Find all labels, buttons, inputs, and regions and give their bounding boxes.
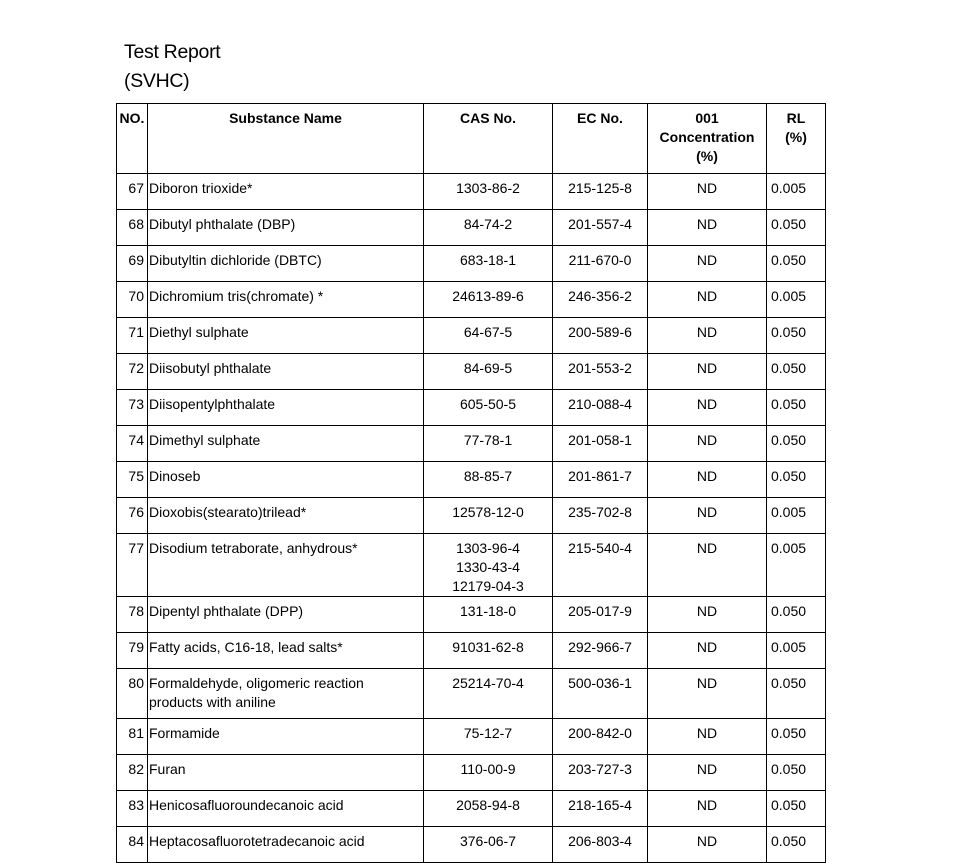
row-number: 82 [117, 755, 148, 791]
row-number: 67 [117, 174, 148, 210]
ec-number: 201-058-1 [553, 426, 648, 462]
row-number: 81 [117, 719, 148, 755]
reporting-limit: 0.005 [767, 534, 826, 597]
substance-name: Furan [148, 755, 424, 791]
substance-name: Fatty acids, C16-18, lead salts* [148, 633, 424, 669]
header-ec-no: EC No. [553, 104, 648, 174]
reporting-limit: 0.005 [767, 633, 826, 669]
concentration-value: ND [648, 827, 767, 863]
cas-number-line: 2058-94-8 [456, 797, 520, 813]
substance-name: Dinoseb [148, 462, 424, 498]
ec-number: 246-356-2 [553, 282, 648, 318]
ec-number: 210-088-4 [553, 390, 648, 426]
concentration-value: ND [648, 755, 767, 791]
concentration-value: ND [648, 318, 767, 354]
ec-number: 292-966-7 [553, 633, 648, 669]
cas-number-line: 12179-04-3 [452, 578, 524, 594]
cas-number-line: 88-85-7 [463, 468, 513, 484]
table-header-row [117, 104, 826, 174]
cas-number [424, 719, 553, 755]
concentration-value: ND [648, 597, 767, 633]
substance-name: Diisopentylphthalate [148, 390, 424, 426]
ec-number: 200-842-0 [553, 719, 648, 755]
reporting-limit: 0.050 [767, 791, 826, 827]
cas-number [424, 354, 553, 390]
table-row [117, 755, 826, 791]
ec-number: 201-553-2 [553, 354, 648, 390]
cas-number [424, 633, 553, 669]
table-row [117, 669, 826, 719]
table-row [117, 426, 826, 462]
row-number: 75 [117, 462, 148, 498]
row-number: 71 [117, 318, 148, 354]
reporting-limit: 0.050 [767, 719, 826, 755]
concentration-value: ND [648, 669, 767, 719]
header-rl [767, 104, 826, 174]
table-row [117, 534, 826, 597]
cas-number-line: 1330-43-4 [456, 559, 520, 575]
table-row [117, 282, 826, 318]
concentration-value: ND [648, 462, 767, 498]
substance-name: Dioxobis(stearato)trilead* [148, 498, 424, 534]
cas-number [424, 390, 553, 426]
ec-number: 201-861-7 [553, 462, 648, 498]
substance-name: Heptacosafluorotetradecanoic acid [148, 827, 424, 863]
concentration-value: ND [648, 426, 767, 462]
cas-number [424, 534, 553, 597]
table-row [117, 210, 826, 246]
table-row [117, 354, 826, 390]
header-rl-label: RL [786, 110, 806, 126]
row-number: 84 [117, 827, 148, 863]
cas-number [424, 791, 553, 827]
header-no: NO. [117, 104, 148, 174]
substance-name: Henicosafluoroundecanoic acid [148, 791, 424, 827]
cas-number-line: 84-69-5 [463, 360, 513, 376]
substance-name: Formaldehyde, oligomeric reaction products with aniline [148, 669, 424, 719]
table-row [117, 246, 826, 282]
cas-number-line: 376-06-7 [459, 833, 517, 849]
reporting-limit: 0.050 [767, 354, 826, 390]
ec-number: 218-165-4 [553, 791, 648, 827]
header-concentration [648, 104, 767, 174]
cas-number [424, 669, 553, 719]
ec-number: 235-702-8 [553, 498, 648, 534]
concentration-value: ND [648, 210, 767, 246]
cas-number-line: 77-78-1 [463, 432, 513, 448]
row-number: 72 [117, 354, 148, 390]
cas-number [424, 426, 553, 462]
substance-name: Disodium tetraborate, anhydrous* [148, 534, 424, 597]
reporting-limit: 0.050 [767, 390, 826, 426]
svhc-table [116, 103, 826, 863]
header-concentration-unit: (%) [696, 148, 718, 164]
cas-number [424, 282, 553, 318]
row-number: 83 [117, 791, 148, 827]
table-body [117, 174, 826, 863]
report-title [124, 38, 220, 96]
cas-number-line: 25214-70-4 [452, 675, 524, 691]
concentration-value: ND [648, 719, 767, 755]
cas-number-line: 683-18-1 [459, 252, 517, 268]
substance-name: Dimethyl sulphate [148, 426, 424, 462]
reporting-limit: 0.050 [767, 210, 826, 246]
report-title-line1: Test Report [124, 41, 221, 63]
reporting-limit: 0.050 [767, 827, 826, 863]
report-title-line2: (SVHC) [124, 70, 190, 92]
substance-name: Dibutyltin dichloride (DBTC) [148, 246, 424, 282]
table-row [117, 174, 826, 210]
cas-number [424, 827, 553, 863]
cas-number [424, 755, 553, 791]
cas-number [424, 210, 553, 246]
ec-number: 200-589-6 [553, 318, 648, 354]
header-concentration-label: Concentration [659, 129, 755, 145]
ec-number: 211-670-0 [553, 246, 648, 282]
cas-number [424, 174, 553, 210]
row-number: 79 [117, 633, 148, 669]
cas-number-line: 75-12-7 [463, 725, 513, 741]
cas-number-line: 12578-12-0 [452, 504, 524, 520]
ec-number: 215-540-4 [553, 534, 648, 597]
reporting-limit: 0.005 [767, 498, 826, 534]
table-row [117, 827, 826, 863]
cas-number-line: 131-18-0 [459, 603, 517, 619]
substance-name: Dichromium tris(chromate) * [148, 282, 424, 318]
cas-number-line: 64-67-5 [463, 324, 513, 340]
concentration-value: ND [648, 174, 767, 210]
ec-number: 203-727-3 [553, 755, 648, 791]
ec-number: 206-803-4 [553, 827, 648, 863]
concentration-value: ND [648, 246, 767, 282]
reporting-limit: 0.005 [767, 282, 826, 318]
row-number: 70 [117, 282, 148, 318]
ec-number: 215-125-8 [553, 174, 648, 210]
concentration-value: ND [648, 354, 767, 390]
cas-number [424, 462, 553, 498]
row-number: 80 [117, 669, 148, 719]
concentration-value: ND [648, 282, 767, 318]
table-row [117, 791, 826, 827]
substance-name: Dipentyl phthalate (DPP) [148, 597, 424, 633]
concentration-value: ND [648, 390, 767, 426]
cas-number [424, 597, 553, 633]
reporting-limit: 0.050 [767, 669, 826, 719]
cas-number-line: 1303-96-4 [456, 540, 520, 556]
cas-number-line: 84-74-2 [463, 216, 513, 232]
header-concentration-sample: 001 [695, 110, 719, 126]
reporting-limit: 0.005 [767, 174, 826, 210]
ec-number: 201-557-4 [553, 210, 648, 246]
header-substance-name: Substance Name [148, 104, 424, 174]
substance-name: Diisobutyl phthalate [148, 354, 424, 390]
reporting-limit: 0.050 [767, 246, 826, 282]
row-number: 74 [117, 426, 148, 462]
cas-number [424, 498, 553, 534]
substance-name: Diboron trioxide* [148, 174, 424, 210]
reporting-limit: 0.050 [767, 462, 826, 498]
table-row [117, 597, 826, 633]
cas-number [424, 318, 553, 354]
substance-name: Formamide [148, 719, 424, 755]
table-row [117, 633, 826, 669]
cas-number-line: 24613-89-6 [452, 288, 524, 304]
cas-number [424, 246, 553, 282]
row-number: 78 [117, 597, 148, 633]
reporting-limit: 0.050 [767, 597, 826, 633]
table-row [117, 498, 826, 534]
table-row [117, 390, 826, 426]
cas-number-line: 110-00-9 [460, 761, 516, 777]
concentration-value: ND [648, 633, 767, 669]
header-cas-no: CAS No. [424, 104, 553, 174]
cas-number-line: 91031-62-8 [452, 639, 524, 655]
reporting-limit: 0.050 [767, 426, 826, 462]
row-number: 69 [117, 246, 148, 282]
substance-name: Dibutyl phthalate (DBP) [148, 210, 424, 246]
reporting-limit: 0.050 [767, 755, 826, 791]
row-number: 76 [117, 498, 148, 534]
reporting-limit: 0.050 [767, 318, 826, 354]
row-number: 73 [117, 390, 148, 426]
table-row [117, 462, 826, 498]
concentration-value: ND [648, 791, 767, 827]
ec-number: 500-036-1 [553, 669, 648, 719]
concentration-value: ND [648, 498, 767, 534]
table-row [117, 318, 826, 354]
ec-number: 205-017-9 [553, 597, 648, 633]
substance-name: Diethyl sulphate [148, 318, 424, 354]
cas-number-line: 1303-86-2 [456, 180, 520, 196]
row-number: 68 [117, 210, 148, 246]
cas-number-line: 605-50-5 [459, 396, 517, 412]
header-rl-unit: (%) [785, 129, 807, 145]
concentration-value: ND [648, 534, 767, 597]
table-row [117, 719, 826, 755]
row-number: 77 [117, 534, 148, 597]
